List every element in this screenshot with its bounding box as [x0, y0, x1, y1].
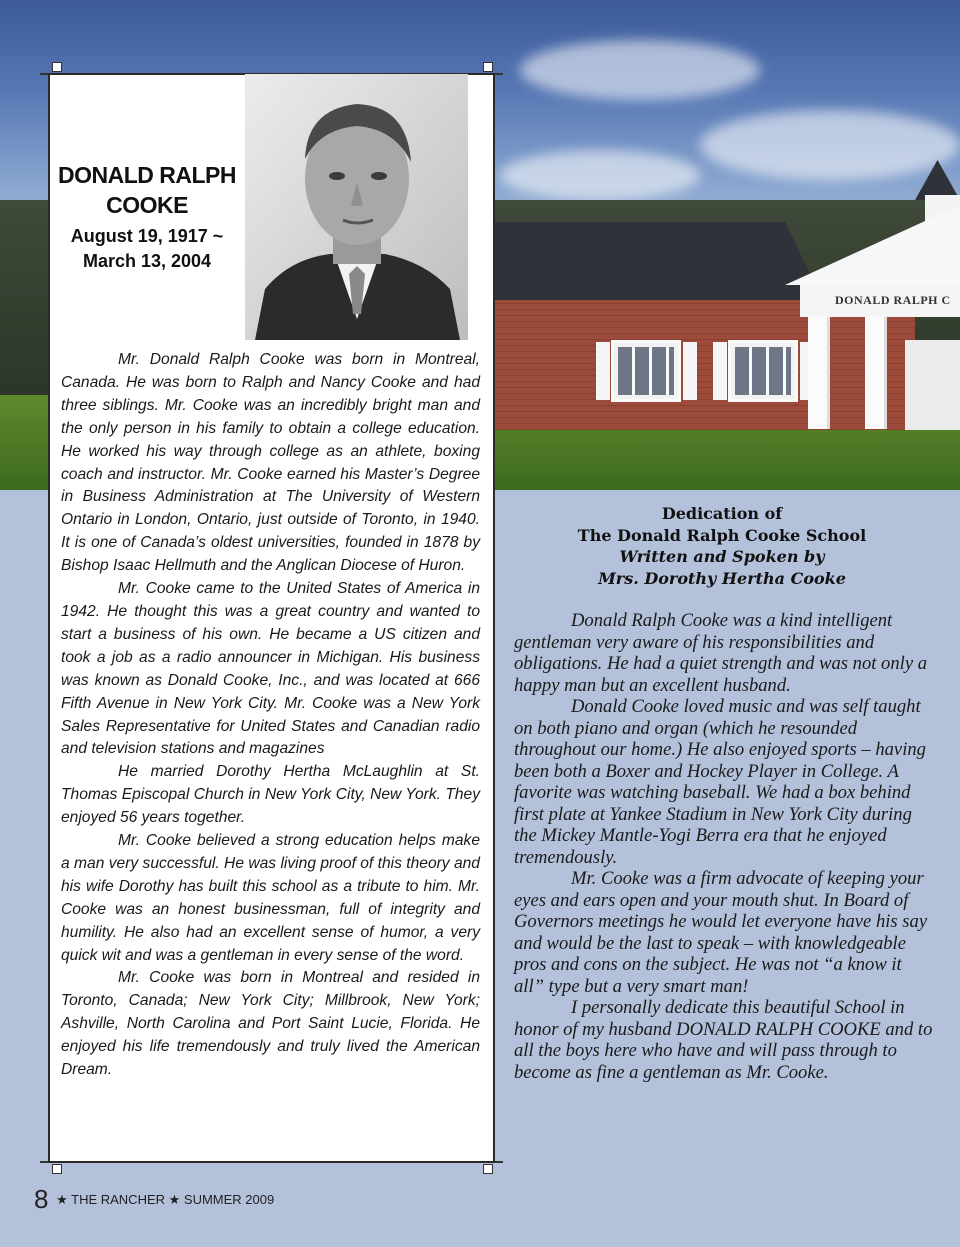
death-date: March 13, 2004	[82, 251, 212, 271]
publication-line: ★ THE RANCHER ★ SUMMER 2009	[56, 1192, 275, 1207]
bio-paragraph: Mr. Cooke was born in Montreal and resided in Toronto, Canada; New York City; Millbrook, New York; Ashville, North Carolina and Port Saint Lucie, Florida. He enjoyed his life tremendously and truly lived the American Dream.	[61, 969, 480, 1079]
column	[808, 317, 830, 429]
cloud	[500, 150, 700, 200]
life-dates	[52, 224, 242, 274]
dedication-text	[514, 610, 934, 1083]
cloud	[700, 110, 960, 180]
bio-paragraph: Mr. Donald Ralph Cooke was born in Montreal, Canada. He was born to Ralph and Nancy Cooke and had three siblings. Mr. Cooke was an incredibly bright man and the only person in his family to obtain a college education. He worked his way through college as an athlete, boxing coach and instructor. Mr. Cooke earned his Master’s Degree in Business Administration at The University of Western Ontario in London, Ontario, just outside of Toronto, in 1940. It is one of Canada’s oldest universities, founded in 1878 by Bishop Isaac Hellmuth and the Anglican Diocese of Huron.	[61, 351, 480, 575]
frame-corner-ornament	[52, 1164, 62, 1174]
school-roof	[495, 222, 825, 306]
bio-paragraph: Mr. Cooke came to the United States of America in 1942. He thought this was a great country and wanted to start a business of his own. He became a US citizen and took a job as a radio announcer in Michigan. His business was known as Donald Cooke, Inc., and was located at 666 Fifth Avenue in New York City. Mr. Cooke was a New York Sales Representative for United States and Canadian radio and television stations and magazines	[61, 580, 480, 758]
bio-paragraph: He married Dorothy Hertha McLaughlin at St. Thomas Episcopal Church in New York City, New York. They enjoyed 56 years together.	[61, 763, 480, 827]
dedication-heading-line: Mrs. Dorothy Hertha Cooke	[598, 568, 846, 588]
frame-corner-ornament	[483, 62, 493, 72]
frame-ornament	[495, 73, 503, 75]
birth-date: August 19, 1917 ~	[70, 226, 224, 246]
frame-corner-ornament	[52, 62, 62, 72]
biography-text	[61, 349, 480, 1082]
dedication-paragraph: Mr. Cooke was a firm advocate of keeping your eyes and ears open and your mouth shut. In Board of Governors meetings he would let everyone have his say and would be the last to speak – with knowledgeable pros and cons on the subject. He was not “a know it all” type but a very smart man!	[514, 868, 928, 997]
portrait-photo	[245, 74, 468, 340]
dedication-heading-line: The Donald Ralph Cooke School	[577, 525, 867, 545]
dedication-heading-line: Dedication of	[661, 504, 783, 523]
window	[611, 340, 681, 402]
window	[728, 340, 798, 402]
frame-corner-ornament	[483, 1164, 493, 1174]
shutter	[800, 342, 808, 400]
dedication-heading-line: Written and Spoken by	[619, 547, 825, 566]
frame-ornament	[495, 1161, 503, 1163]
page-footer	[34, 1184, 274, 1215]
shutter	[596, 342, 610, 400]
dedication-paragraph: I personally dedicate this beautiful School in honor of my husband DONALD RALPH COOKE and to all the boys here who have and will pass through to become as fine a gentleman as Mr. Cooke.	[514, 997, 933, 1083]
entrance-door	[905, 340, 960, 430]
dedication-heading	[515, 503, 929, 589]
school-sign-text: DONALD RALPH C	[835, 293, 951, 307]
cloud	[520, 40, 760, 100]
bio-paragraph: Mr. Cooke believed a strong education helps make a man very successful. He was living proof of this theory and his wife Dorothy has built this school as a tribute to him. Mr. Cooke was an honest businessman, full of integrity and humility. He also had an excellent sense of humor, a very quick wit and was a gentleman in every sense of the word.	[61, 832, 480, 964]
portrait-illustration	[245, 74, 468, 340]
shutter	[713, 342, 727, 400]
frame-ornament	[40, 1161, 48, 1163]
school-brick-wall	[495, 300, 915, 430]
frame-ornament	[40, 73, 48, 75]
column	[865, 317, 887, 429]
dedication-paragraph: Donald Ralph Cooke was a kind intelligent gentleman very aware of his responsibilities and obligations. He had a quiet strength and was not only a happy man but an excellent husband.	[514, 610, 928, 696]
shutter	[683, 342, 697, 400]
article-title: DONALD RALPH COOKE	[58, 162, 236, 218]
dedication-paragraph: Donald Cooke loved music and was self taught on both piano and organ (which he resounded throughout our home.) He also enjoyed sports – having been both a Boxer and Hockey Player in College. A favorite was watching baseball. We had a box behind first plate at Yankee Stadium in New York City during the Mickey Mantle-Yogi Berra era that he enjoyed tremendously.	[514, 696, 926, 868]
page-number: 8	[34, 1184, 49, 1214]
